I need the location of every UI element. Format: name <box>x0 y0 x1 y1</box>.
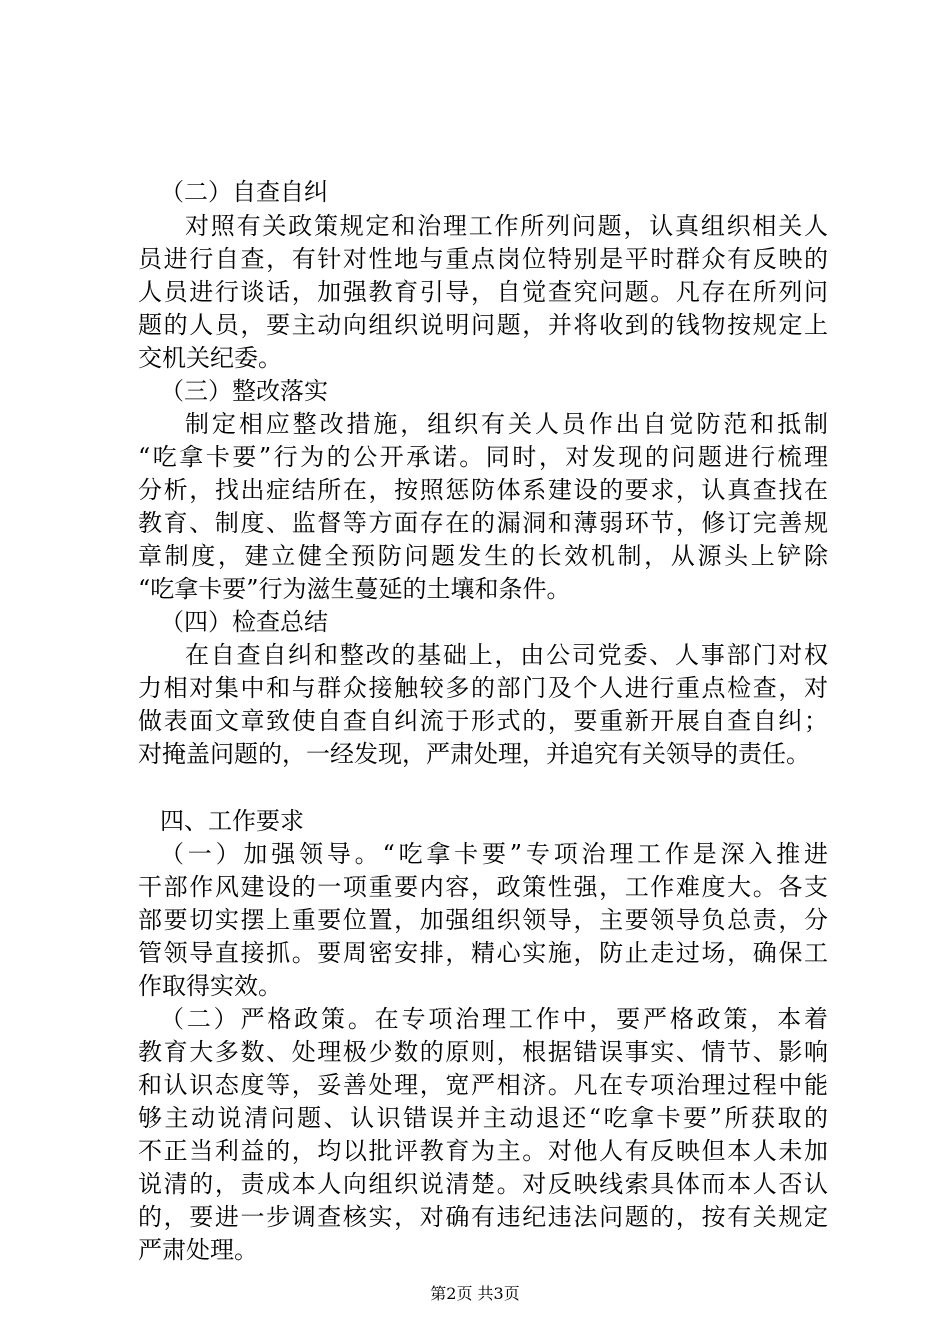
section-heading-self-check: （二）自查自纠 <box>160 178 328 206</box>
part-heading-work-requirements: 四、工作要求 <box>160 807 304 835</box>
page-number-footer: 第2页 共3页 <box>430 1284 520 1303</box>
paragraph-line: 严肃处理。 <box>138 1236 258 1264</box>
paragraph-line: 制定相应整改措施，组织有关人员作出自觉防范和抵制 <box>185 410 828 438</box>
paragraph-line: 题的人员，要主动向组织说明问题，并将收到的钱物按规定上 <box>138 311 828 339</box>
paragraph-line: 教育大多数、处理极少数的原则，根据错误事实、情节、影响 <box>138 1038 828 1066</box>
paragraph-line: 说清的，责成本人向组织说清楚。对反映线索具体而本人否认 <box>138 1170 828 1198</box>
paragraph-line: “吃拿卡要”行为滋生蔓延的土壤和条件。 <box>138 575 571 603</box>
section-heading-rectification: （三）整改落实 <box>160 377 328 405</box>
paragraph-line: （二）严格政策。在专项治理工作中，要严格政策，本着 <box>160 1005 828 1033</box>
paragraph-line: （一）加强领导。“吃拿卡要”专项治理工作是深入推进 <box>160 840 828 868</box>
paragraph-line: 部要切实摆上重要位置，加强组织领导，主要领导负总责，分 <box>138 906 828 934</box>
paragraph-line: 作取得实效。 <box>138 972 282 1000</box>
paragraph-line: 力相对集中和与群众接触较多的部门及个人进行重点检查，对 <box>138 674 828 702</box>
paragraph-line: 不正当利益的，均以批评教育为主。对他人有反映但本人未加 <box>138 1137 828 1165</box>
paragraph-line: 够主动说清问题、认识错误并主动退还“吃拿卡要”所获取的 <box>138 1104 828 1132</box>
paragraph-line: 对照有关政策规定和治理工作所列问题，认真组织相关人 <box>185 212 828 240</box>
paragraph-line: 教育、制度、监督等方面存在的漏洞和薄弱环节，修订完善规 <box>138 509 828 537</box>
paragraph-line: 干部作风建设的一项重要内容，政策性强，工作难度大。各支 <box>138 873 828 901</box>
paragraph-line: 章制度，建立健全预防问题发生的长效机制，从源头上铲除 <box>138 542 828 570</box>
paragraph-line: “吃拿卡要”行为的公开承诺。同时，对发现的问题进行梳理 <box>138 443 828 471</box>
paragraph-line: 交机关纪委。 <box>138 344 282 372</box>
paragraph-line: 管领导直接抓。要周密安排，精心实施，防止走过场，确保工 <box>138 939 828 967</box>
paragraph-line: 对掩盖问题的，一经发现，严肃处理，并追究有关领导的责任。 <box>138 740 810 768</box>
paragraph-line: 员进行自查，有针对性地与重点岗位特别是平时群众有反映的 <box>138 245 828 273</box>
paragraph-line: 做表面文章致使自查自纠流于形式的，要重新开展自查自纠； <box>138 707 828 735</box>
paragraph-line: 在自查自纠和整改的基础上，由公司党委、人事部门对权 <box>185 641 828 669</box>
section-heading-inspection: （四）检查总结 <box>160 608 328 636</box>
paragraph-line: 和认识态度等，妥善处理，宽严相济。凡在专项治理过程中能 <box>138 1071 828 1099</box>
paragraph-line: 分析，找出症结所在，按照惩防体系建设的要求，认真查找在 <box>138 476 828 504</box>
paragraph-line: 的，要进一步调查核实，对确有违纪违法问题的，按有关规定 <box>138 1203 828 1231</box>
paragraph-line: 人员进行谈话，加强教育引导，自觉查究问题。凡存在所列问 <box>138 278 828 306</box>
